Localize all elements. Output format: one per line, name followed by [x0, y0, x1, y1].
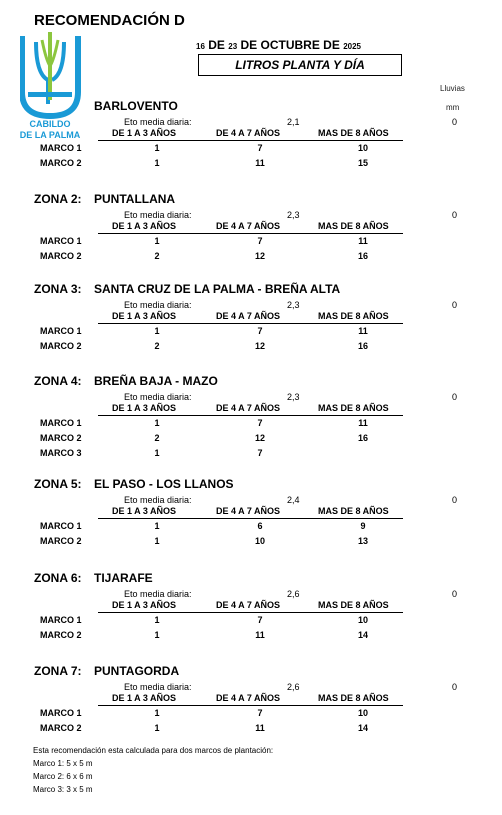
zone-label: ZONA 7: — [34, 664, 82, 678]
row-label: MARCO 1 — [40, 143, 82, 153]
table-cell: 16 — [357, 433, 368, 443]
zone-block — [0, 282, 502, 372]
column-header: DE 1 A 3 AÑOS — [112, 600, 177, 610]
table-cell: 7 — [257, 708, 263, 718]
table-cell: 14 — [357, 723, 368, 733]
zone-label: ZONA 3: — [34, 282, 82, 296]
column-header: DE 4 A 7 AÑOS — [216, 600, 281, 610]
row-label: MARCO 2 — [40, 723, 82, 733]
table-cell: 1 — [154, 630, 160, 640]
footnote-intro: Esta recomendación esta calculada para dos marcos de plantación: — [33, 746, 274, 755]
column-header: DE 4 A 7 AÑOS — [216, 311, 281, 321]
header-rule — [98, 140, 403, 141]
eto-value: 2,4 — [287, 495, 300, 505]
column-header: DE 4 A 7 AÑOS — [216, 221, 281, 231]
table-cell: 7 — [257, 615, 263, 625]
zone-block — [0, 192, 502, 282]
zone-block — [0, 571, 502, 661]
date-to: 23 — [228, 42, 238, 51]
eto-value: 2,6 — [287, 682, 300, 692]
header-rule — [98, 612, 403, 613]
table-cell: 7 — [257, 326, 263, 336]
logo-line2: DE LA PALMA — [20, 130, 81, 140]
eto-label: Eto media diaria: — [124, 495, 192, 505]
table-cell: 1 — [154, 708, 160, 718]
date-month: DE OCTUBRE DE — [240, 38, 340, 52]
column-header: MAS DE 8 AÑOS — [318, 600, 389, 610]
zone-block — [0, 374, 502, 464]
table-cell: 16 — [357, 251, 368, 261]
eto-value: 2,3 — [287, 210, 300, 220]
table-cell: 12 — [254, 341, 265, 351]
zone-label: ZONA 5: — [34, 477, 82, 491]
table-cell: 1 — [154, 236, 160, 246]
zone-block — [0, 477, 502, 567]
table-cell: 15 — [357, 158, 368, 168]
mm-header: mm — [446, 103, 460, 112]
table-cell: 2 — [154, 251, 160, 261]
eto-label: Eto media diaria: — [124, 300, 192, 310]
eto-label: Eto media diaria: — [124, 117, 192, 127]
table-cell: 10 — [254, 536, 265, 546]
row-label: MARCO 2 — [40, 536, 82, 546]
row-label: MARCO 1 — [40, 615, 82, 625]
table-cell: 1 — [154, 448, 160, 458]
rain-value: 0 — [452, 495, 458, 505]
rain-value: 0 — [452, 210, 458, 220]
column-header: DE 1 A 3 AÑOS — [112, 311, 177, 321]
table-cell: 1 — [154, 521, 160, 531]
page-title: RECOMENDACIÓN D — [34, 12, 185, 29]
eto-label: Eto media diaria: — [124, 392, 192, 402]
column-header: DE 1 A 3 AÑOS — [112, 693, 177, 703]
table-cell: 1 — [154, 723, 160, 733]
zone-name: PUNTAGORDA — [94, 664, 180, 678]
table-cell: 7 — [257, 236, 263, 246]
table-cell: 12 — [254, 251, 265, 261]
zone-name: TIJARAFE — [94, 571, 153, 585]
row-label: MARCO 1 — [40, 236, 82, 246]
footnote-marco: Marco 2: 6 x 6 m — [33, 772, 93, 781]
column-header: DE 1 A 3 AÑOS — [112, 221, 177, 231]
date-year: 2025 — [343, 42, 361, 51]
date-from: 16 — [196, 42, 205, 51]
column-header: DE 4 A 7 AÑOS — [216, 128, 281, 138]
column-header: DE 1 A 3 AÑOS — [112, 506, 177, 516]
column-header: MAS DE 8 AÑOS — [318, 403, 389, 413]
eto-label: Eto media diaria: — [124, 682, 192, 692]
header-rule — [98, 323, 403, 324]
rain-value: 0 — [452, 589, 458, 599]
table-cell: 1 — [154, 143, 160, 153]
row-label: MARCO 2 — [40, 251, 82, 261]
table-cell: 2 — [154, 341, 160, 351]
column-header: MAS DE 8 AÑOS — [318, 311, 389, 321]
table-cell: 11 — [358, 418, 368, 428]
zone-label: ZONA 6: — [34, 571, 82, 585]
row-label: MARCO 3 — [40, 448, 82, 458]
zone-block — [0, 664, 502, 754]
row-label: MARCO 2 — [40, 158, 82, 168]
eto-label: Eto media diaria: — [124, 589, 192, 599]
table-cell: 7 — [257, 448, 263, 458]
column-header: MAS DE 8 AÑOS — [318, 506, 389, 516]
table-cell: 7 — [257, 418, 263, 428]
table-cell: 11 — [255, 723, 265, 733]
column-header: MAS DE 8 AÑOS — [318, 128, 389, 138]
row-label: MARCO 2 — [40, 433, 82, 443]
table-cell: 7 — [257, 143, 263, 153]
row-label: MARCO 1 — [40, 418, 82, 428]
zone-name: BREÑA BAJA - MAZO — [94, 374, 218, 388]
table-cell: 6 — [257, 521, 263, 531]
table-cell: 11 — [255, 158, 265, 168]
column-header: MAS DE 8 AÑOS — [318, 221, 389, 231]
logo-line1: CABILDO — [29, 119, 71, 129]
table-cell: 16 — [357, 341, 368, 351]
row-label: MARCO 2 — [40, 341, 82, 351]
table-cell: 10 — [357, 708, 368, 718]
header-rule — [98, 518, 403, 519]
table-cell: 1 — [154, 615, 160, 625]
rain-value: 0 — [452, 682, 458, 692]
table-cell: 12 — [254, 433, 265, 443]
row-label: MARCO 1 — [40, 521, 82, 531]
table-cell: 14 — [357, 630, 368, 640]
eto-value: 2,1 — [287, 117, 300, 127]
rain-value: 0 — [452, 300, 458, 310]
table-cell: 1 — [154, 536, 160, 546]
zone-block — [0, 99, 502, 189]
zone-name: SANTA CRUZ DE LA PALMA - BREÑA ALTA — [94, 282, 341, 296]
row-label: MARCO 2 — [40, 630, 82, 640]
date-range — [196, 38, 361, 52]
footnote-marco: Marco 1: 5 x 5 m — [33, 759, 93, 768]
column-header: DE 1 A 3 AÑOS — [112, 128, 177, 138]
header-rule — [98, 233, 403, 234]
header-rule — [98, 705, 403, 706]
rain-value: 0 — [452, 392, 458, 402]
zone-name: BARLOVENTO — [94, 99, 178, 113]
eto-value: 2,3 — [287, 300, 300, 310]
table-cell: 10 — [357, 615, 368, 625]
zone-label: ZONA 4: — [34, 374, 82, 388]
table-cell: 11 — [358, 326, 368, 336]
row-label: MARCO 1 — [40, 708, 82, 718]
units-box: LITROS PLANTA Y DÍA — [198, 54, 402, 76]
table-cell: 11 — [255, 630, 265, 640]
column-header: DE 1 A 3 AÑOS — [112, 403, 177, 413]
lluvias-header: Lluvias — [440, 84, 465, 93]
table-cell: 1 — [154, 158, 160, 168]
zone-name: PUNTALLANA — [94, 192, 176, 206]
table-cell: 10 — [357, 143, 368, 153]
date-de: DE — [208, 38, 225, 52]
eto-value: 2,3 — [287, 392, 300, 402]
eto-label: Eto media diaria: — [124, 210, 192, 220]
table-cell: 11 — [358, 236, 368, 246]
table-cell: 9 — [360, 521, 366, 531]
column-header: MAS DE 8 AÑOS — [318, 693, 389, 703]
zone-label: ZONA 2: — [34, 192, 82, 206]
header-rule — [98, 415, 403, 416]
footnote-marco: Marco 3: 3 x 5 m — [33, 785, 93, 794]
table-cell: 13 — [357, 536, 368, 546]
table-cell: 2 — [154, 433, 160, 443]
table-cell: 1 — [154, 418, 160, 428]
row-label: MARCO 1 — [40, 326, 82, 336]
zone-name: EL PASO - LOS LLANOS — [94, 477, 234, 491]
column-header: DE 4 A 7 AÑOS — [216, 403, 281, 413]
eto-value: 2,6 — [287, 589, 300, 599]
table-cell: 1 — [154, 326, 160, 336]
column-header: DE 4 A 7 AÑOS — [216, 693, 281, 703]
column-header: DE 4 A 7 AÑOS — [216, 506, 281, 516]
rain-value: 0 — [452, 117, 458, 127]
